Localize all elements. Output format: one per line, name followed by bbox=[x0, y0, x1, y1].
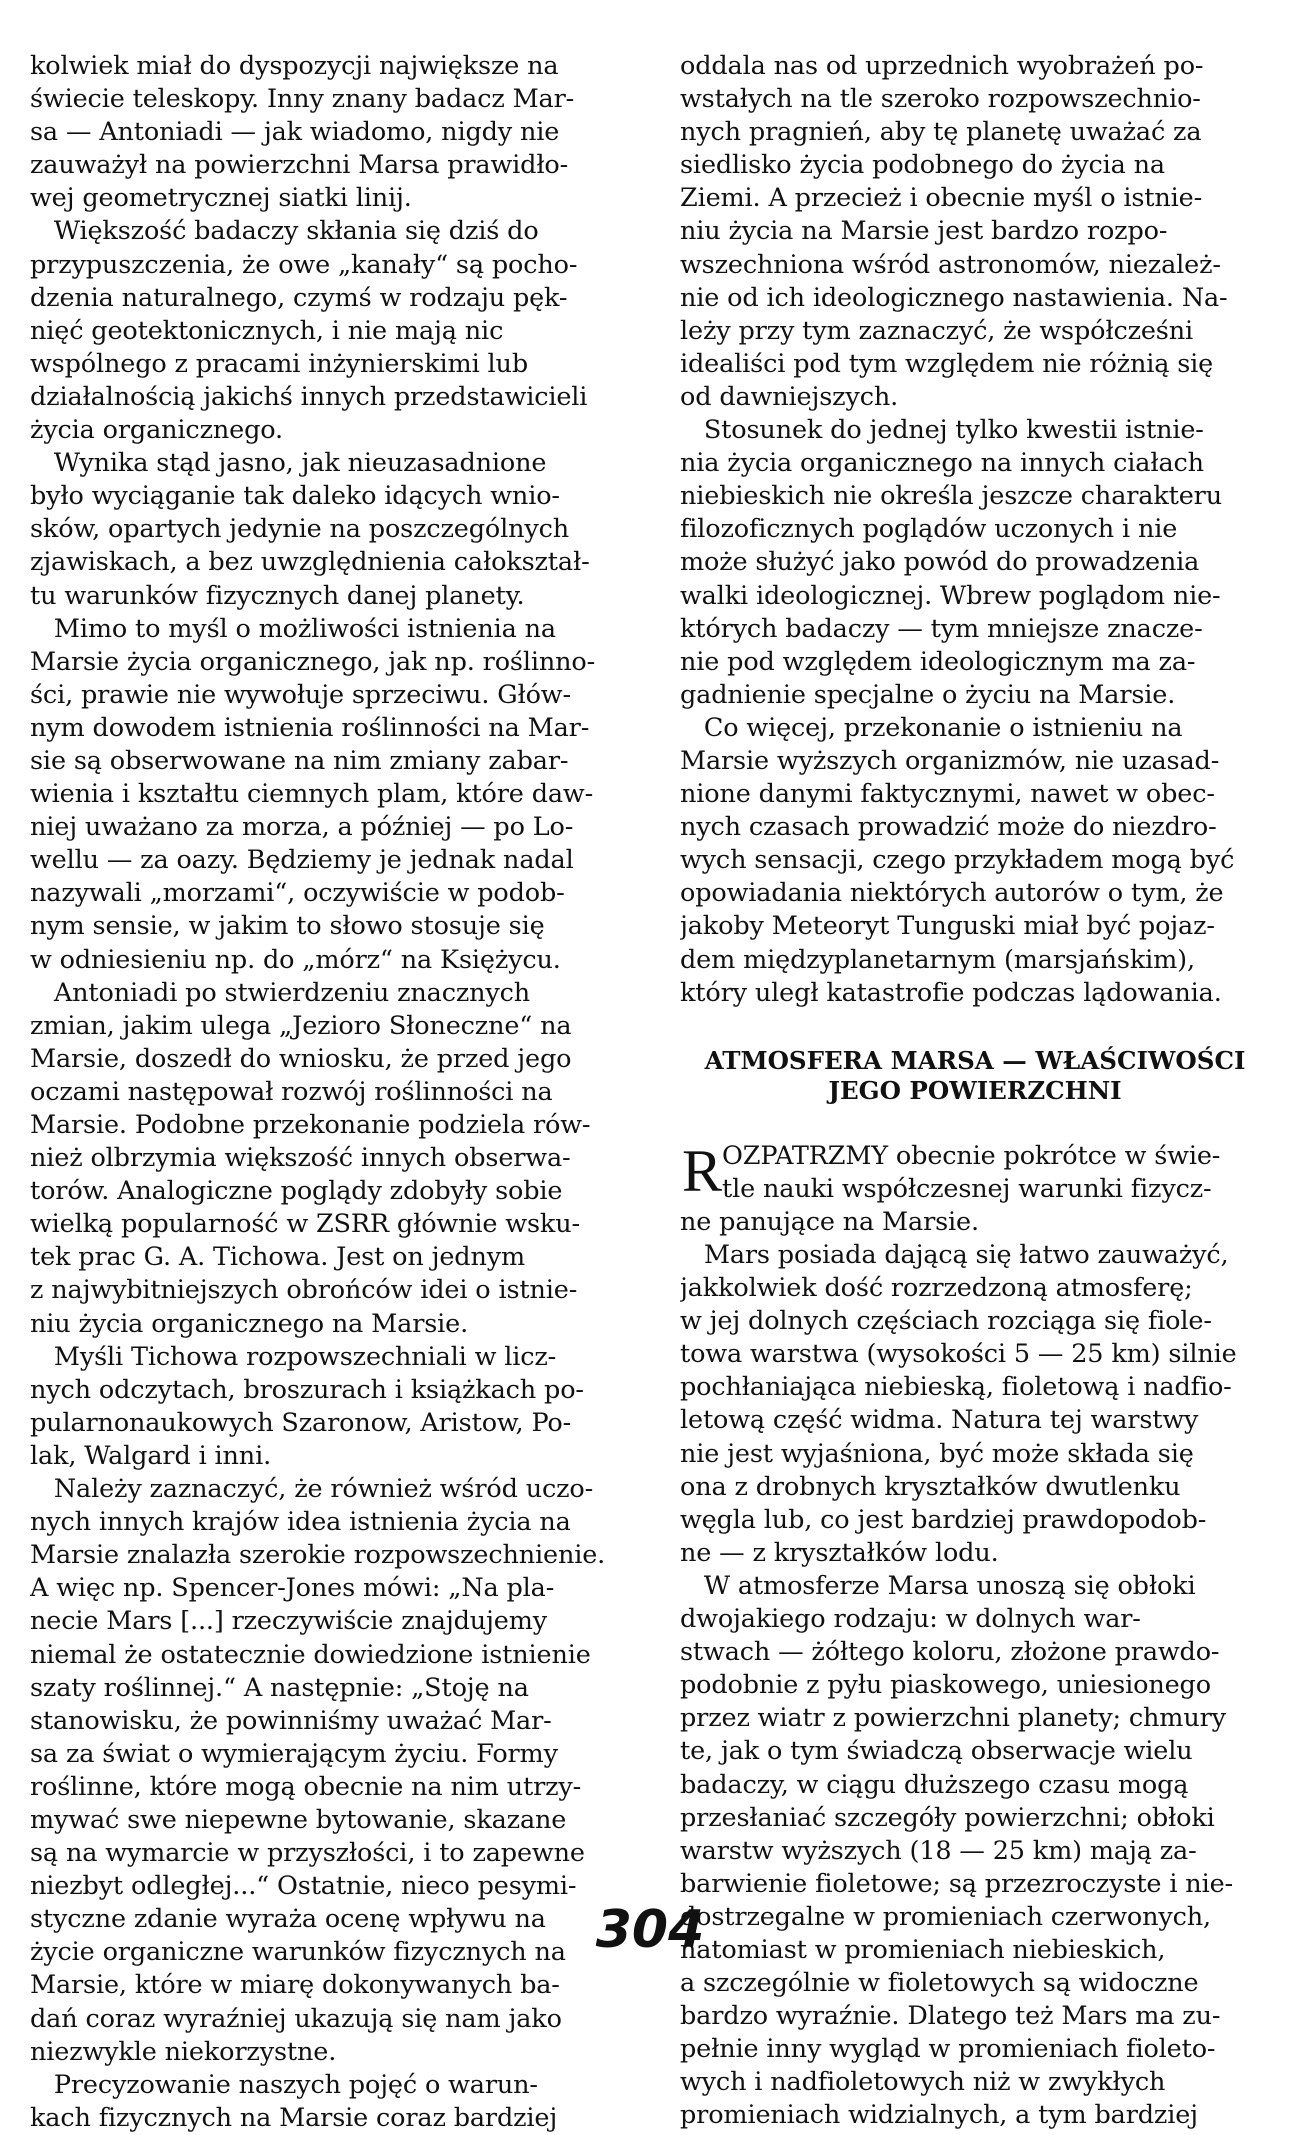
text-line: nione danymi faktycznymi, nawet w obec- bbox=[680, 779, 1215, 810]
text-line: tek prac G. A. Tichowa. Jest on jednym bbox=[30, 1242, 526, 1273]
text-line: niemal że ostatecznie dowiedzione istnienie bbox=[30, 1639, 591, 1670]
text-line: Co więcej, przekonanie o istnieniu na bbox=[680, 712, 1183, 743]
text-line: niu życia na Marsie jest bardzo rozpo- bbox=[680, 216, 1168, 247]
text-line: dzenia naturalnego, czymś w rodzaju pęk- bbox=[30, 282, 568, 313]
text-line: nym sensie, w jakim to słowo stosuje się bbox=[30, 911, 545, 942]
text-line: wielką popularność w ZSRR głównie wsku- bbox=[30, 1209, 580, 1240]
text-line: było wyciąganie tak daleko idących wnio- bbox=[30, 481, 560, 512]
text-line: Należy zaznaczyć, że również wśród uczo- bbox=[30, 1474, 594, 1505]
text-line: wstałych na tle szeroko rozpowszechnio- bbox=[680, 84, 1201, 115]
text-line: wej geometrycznej siatki linij. bbox=[30, 183, 412, 214]
text-line: kolwiek miał do dyspozycji największe na bbox=[30, 51, 559, 81]
paragraph bbox=[30, 447, 620, 612]
text-line: jakoby Meteoryt Tunguski miał być pojaz- bbox=[680, 911, 1215, 942]
text-line: nie pod względem ideologicznym ma za- bbox=[680, 646, 1196, 677]
text-line: letową część widma. Natura tej warstwy bbox=[680, 1405, 1199, 1436]
text-line: niezwykle niekorzystne. bbox=[30, 2036, 337, 2067]
paragraph bbox=[30, 50, 620, 215]
paragraph bbox=[30, 1473, 620, 2069]
dropcap-paragraph bbox=[680, 1137, 1270, 1239]
text-line: siedlisko życia podobnego do życia na bbox=[680, 150, 1165, 181]
text-line: bardzo wyraźnie. Dlatego też Mars ma zu- bbox=[680, 2001, 1221, 2032]
paragraph bbox=[30, 613, 620, 977]
text-line: może służyć jako powód do prowadzenia bbox=[680, 547, 1200, 578]
text-line: węgla lub, co jest bardziej prawdopodob- bbox=[680, 1504, 1207, 1535]
text-line: pochłaniająca niebieską, fioletową i nadfio- bbox=[680, 1372, 1232, 1403]
text-line: w jej dolnych częściach rozciąga się fiole- bbox=[680, 1306, 1212, 1337]
text-line: od dawniejszych. bbox=[680, 381, 899, 412]
text-line: styczne zdanie wyraża ocenę wpływu na bbox=[30, 1904, 546, 1935]
left-column bbox=[30, 50, 620, 2135]
text-line: przez wiatr z powierzchni planety; chmury bbox=[680, 1703, 1226, 1734]
text-line: nięć geotektonicznych, i nie mają nic bbox=[30, 315, 504, 346]
dropcap-lines bbox=[680, 1137, 1270, 1239]
text-line: oczami następował rozwój roślinności na bbox=[30, 1076, 553, 1107]
text-line: idealiści pod tym względem nie różnią się bbox=[680, 348, 1214, 379]
text-line: natomiast w promieniach niebieskich, bbox=[680, 1934, 1166, 1965]
text-line: te, jak o tym świadczą obserwacje wielu bbox=[680, 1736, 1193, 1767]
text-line: Marsie, doszedł do wniosku, że przed jego bbox=[30, 1043, 572, 1074]
text-line: przypuszczenia, że owe „kanały“ są pocho- bbox=[30, 249, 578, 280]
text-line: Ziemi. A przecież i obecnie myśl o istnie- bbox=[680, 183, 1203, 214]
text-line: walki ideologicznej. Wbrew poglądom nie- bbox=[680, 580, 1221, 611]
text-line: sa — Antoniadi — jak wiadomo, nigdy nie bbox=[30, 117, 560, 148]
text-line: Antoniadi po stwierdzeniu znacznych bbox=[30, 977, 531, 1008]
text-line: dwojakiego rodzaju: w dolnych war- bbox=[680, 1604, 1141, 1635]
paragraph bbox=[30, 2069, 620, 2135]
text-line: w odniesieniu np. do „mórz“ na Księżycu. bbox=[30, 944, 561, 975]
text-line: nia życia organicznego na innych ciałach bbox=[680, 448, 1204, 479]
text-line: zauważył na powierzchni Marsa prawidło- bbox=[30, 150, 569, 181]
text-line: ne — z kryształków lodu. bbox=[680, 1537, 999, 1568]
right-column-bottom-text bbox=[680, 1239, 1270, 2133]
text-line: sa za świat o wymierającym życiu. Formy bbox=[30, 1738, 558, 1769]
text-line: wellu — za oazy. Będziemy je jednak nadal bbox=[30, 845, 574, 876]
text-line: są na wymarcie w przyszłości, i to zapewne bbox=[30, 1838, 585, 1869]
text-line: Stosunek do jednej tylko kwestii istnie- bbox=[680, 415, 1204, 446]
text-line: dań coraz wyraźniej ukazują się nam jako bbox=[30, 2003, 562, 2034]
text-line: roślinne, które mogą obecnie na nim utrzy- bbox=[30, 1771, 582, 1802]
text-line: stwach — żółtego koloru, złożone prawdo- bbox=[680, 1637, 1220, 1668]
text-line: opowiadania niektórych autorów o tym, że bbox=[680, 878, 1224, 909]
text-line: ne panujące na Marsie. bbox=[680, 1206, 979, 1237]
text-line: nym dowodem istnienia roślinności na Mar- bbox=[30, 712, 590, 743]
text-line: promieniach widzialnych, a tym bardziej bbox=[680, 2100, 1198, 2131]
text-line: których badaczy — tym mniejsze znacze- bbox=[680, 613, 1203, 644]
right-column bbox=[680, 50, 1270, 2133]
text-line: filozoficznych poglądów uczonych i nie bbox=[680, 514, 1178, 545]
text-line: zjawiskach, a bez uwzględnienia całokształ- bbox=[30, 547, 590, 578]
text-line: mywać swe niepewne bytowanie, skazane bbox=[30, 1804, 567, 1835]
text-line: który uległ katastrofie podczas lądowania. bbox=[680, 977, 1222, 1008]
paragraph bbox=[680, 414, 1270, 712]
text-line: badaczy, w ciągu dłuższego czasu mogą bbox=[680, 1769, 1189, 1800]
text-line: nych czasach prowadzić może do niezdro- bbox=[680, 812, 1217, 843]
text-line: nie jest wyjaśniona, być może składa się bbox=[680, 1438, 1194, 1469]
text-line: OZPATRZMY obecnie pokrótce w świe- bbox=[722, 1140, 1221, 1171]
text-line: dostrzegalne w promieniach czerwonych, bbox=[680, 1901, 1211, 1932]
text-line: nazywali „morzami“, oczywiście w podob- bbox=[30, 878, 565, 909]
text-line: Większość badaczy skłania się dziś do bbox=[30, 216, 539, 247]
text-line: torów. Analogiczne poglądy zdobyły sobie bbox=[30, 1176, 563, 1207]
text-line: wienia i kształtu ciemnych plam, które daw- bbox=[30, 779, 594, 810]
dropcap-letter: R bbox=[682, 1137, 723, 1204]
text-line: wszechniona wśród astronomów, niezależ- bbox=[680, 249, 1221, 280]
page-number: 304 bbox=[595, 1900, 705, 1960]
text-line: lak, Walgard i inni. bbox=[30, 1440, 272, 1471]
text-line: szaty roślinnej.“ A następnie: „Stoję na bbox=[30, 1672, 529, 1703]
paragraph bbox=[680, 1570, 1270, 2133]
text-line: necie Mars [...] rzeczywiście znajdujemy bbox=[30, 1606, 547, 1637]
text-line: nie od ich ideologicznego nastawienia. Na- bbox=[680, 282, 1228, 313]
text-line: niej uważano za morza, a później — po Lo- bbox=[30, 812, 574, 843]
text-line: jakkolwiek dość rozrzedzoną atmosferę; bbox=[680, 1273, 1193, 1304]
section-heading-line-1: ATMOSFERA MARSA — WŁAŚCIWOŚCI bbox=[704, 1045, 1246, 1075]
text-line: stanowisku, że powinniśmy uważać Mar- bbox=[30, 1705, 552, 1736]
paragraph bbox=[680, 712, 1270, 1010]
text-line: towa warstwa (wysokości 5 — 25 km) silnie bbox=[680, 1339, 1237, 1370]
text-line: tu warunków fizycznych danej planety. bbox=[30, 580, 525, 611]
text-line: Marsie. Podobne przekonanie podziela rów- bbox=[30, 1110, 591, 1140]
paragraph bbox=[30, 215, 620, 447]
text-line: nych innych krajów idea istnienia życia na bbox=[30, 1507, 571, 1538]
text-line: nież olbrzymia większość innych obserwa- bbox=[30, 1143, 571, 1174]
paragraph bbox=[30, 1341, 620, 1473]
text-line: podobnie z pyłu piaskowego, uniesionego bbox=[680, 1670, 1211, 1701]
text-line: przesłaniać szczegóły powierzchni; obłoki bbox=[680, 1802, 1215, 1833]
paragraph bbox=[30, 977, 620, 1341]
text-line: ści, prawie nie wywołuje sprzeciwu. Głów- bbox=[30, 679, 571, 710]
text-line: Marsie życia organicznego, jak np. roślinno- bbox=[30, 646, 596, 677]
text-line: tle nauki współczesnej warunki fizycz- bbox=[722, 1173, 1212, 1204]
text-line: gadnienie specjalne o życiu na Marsie. bbox=[680, 679, 1176, 710]
section-heading-line-2: JEGO POWIERZCHNI bbox=[828, 1075, 1122, 1105]
text-line: A więc np. Spencer-Jones mówi: „Na pla- bbox=[30, 1573, 555, 1604]
right-column-top-text bbox=[680, 50, 1270, 1010]
text-line: wych i nadfioletowych niż w zwykłych bbox=[680, 2067, 1166, 2098]
text-line: barwienie fioletowe; są przezroczyste i nie- bbox=[680, 1868, 1233, 1899]
text-line: W atmosferze Marsa unoszą się obłoki bbox=[680, 1570, 1196, 1601]
text-line: Mars posiada dającą się łatwo zauważyć, bbox=[680, 1240, 1229, 1270]
text-line: z najwybitniejszych obrońców idei o istnie- bbox=[30, 1275, 578, 1306]
text-line: pularnonaukowych Szaronow, Aristow, Po- bbox=[30, 1407, 572, 1438]
text-line: nych pragnień, aby tę planetę uważać za bbox=[680, 117, 1202, 148]
text-line: niezbyt odległej...“ Ostatnie, nieco pesymi- bbox=[30, 1871, 577, 1902]
text-line: dem międzyplanetarnym (marsjańskim), bbox=[680, 944, 1195, 975]
text-line: sków, opartych jedynie na poszczególnych bbox=[30, 514, 570, 545]
text-line: nych odczytach, broszurach i książkach po- bbox=[30, 1374, 584, 1405]
paragraph bbox=[680, 50, 1270, 414]
text-line: niebieskich nie określa jeszcze charakteru bbox=[680, 481, 1222, 512]
text-line: pełnie inny wygląd w promieniach fioleto- bbox=[680, 2034, 1216, 2065]
text-line: ona z drobnych kryształków dwutlenku bbox=[680, 1471, 1181, 1502]
text-line: zmian, jakim ulega „Jezioro Słoneczne“ na bbox=[30, 1010, 572, 1041]
text-line: Marsie, które w miarę dokonywanych ba- bbox=[30, 1970, 560, 2001]
text-line: oddala nas od uprzednich wyobrażeń po- bbox=[680, 51, 1204, 81]
text-line: Precyzowanie naszych pojęć o warun- bbox=[30, 2069, 538, 2100]
text-line: warstw wyższych (18 — 25 km) mają za- bbox=[680, 1835, 1197, 1866]
text-line: sie są obserwowane na nim zmiany zabar- bbox=[30, 745, 569, 776]
text-line: Marsie wyższych organizmów, nie uzasad- bbox=[680, 745, 1220, 776]
text-line: Wynika stąd jasno, jak nieuzasadnione bbox=[30, 448, 547, 479]
text-line: kach fizycznych na Marsie coraz bardziej bbox=[30, 2102, 558, 2133]
paragraph bbox=[680, 1239, 1270, 1570]
text-line: a szczególnie w fioletowych są widoczne bbox=[680, 1968, 1199, 1999]
text-line: leży przy tym zaznaczyć, że współcześni bbox=[680, 315, 1194, 346]
text-line: niu życia organicznego na Marsie. bbox=[30, 1308, 469, 1339]
text-line: wych sensacji, czego przykładem mogą być bbox=[680, 845, 1235, 876]
text-line: działalnością jakichś innych przedstawicieli bbox=[30, 381, 588, 412]
text-line: życia organicznego. bbox=[30, 415, 283, 446]
text-line: świecie teleskopy. Inny znany badacz Mar- bbox=[30, 84, 575, 115]
text-line: Mimo to myśl o możliwości istnienia na bbox=[30, 613, 556, 644]
text-line: Myśli Tichowa rozpowszechniali w licz- bbox=[30, 1341, 557, 1372]
text-line: życie organiczne warunków fizycznych na bbox=[30, 1937, 566, 1968]
text-line: Marsie znalazła szerokie rozpowszechnienie. bbox=[30, 1540, 606, 1571]
text-line: wspólnego z pracami inżynierskimi lub bbox=[30, 348, 528, 379]
section-heading bbox=[680, 1046, 1270, 1106]
